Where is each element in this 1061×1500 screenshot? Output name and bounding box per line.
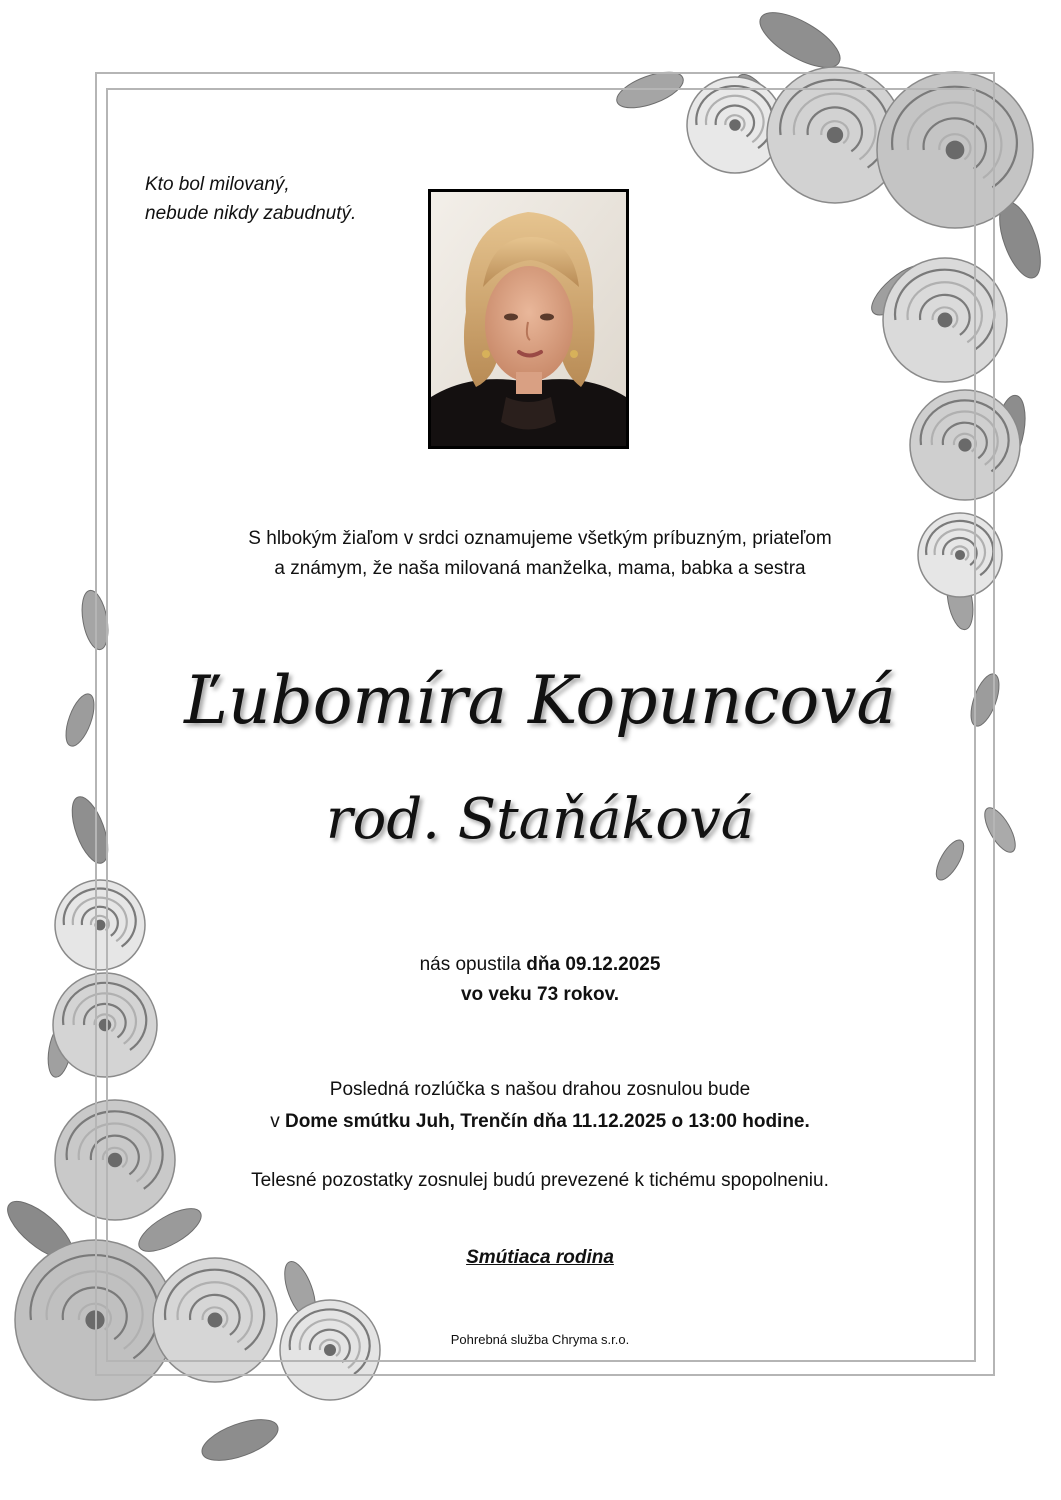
leaf-icon [60, 690, 99, 749]
portrait-image [431, 192, 626, 446]
maiden-name: rod. Staňáková [325, 787, 755, 852]
intro-line-2: a známym, že naša milovaná manželka, mama, babka a sestra [274, 558, 806, 579]
funeral-info [140, 1074, 940, 1138]
remains-note: Telesné pozostatky zosnulej budú prevezené k tichému spopolneniu. [251, 1170, 829, 1191]
memorial-quote [145, 170, 445, 228]
funeral-line-1: Posledná rozlúčka s našou drahou zosnulou bude [329, 1079, 751, 1100]
quote-line-1: Kto bol milovaný, [145, 174, 290, 195]
quote-line-2: nebude nikdy zabudnutý. [145, 203, 357, 224]
death-date: dňa 09.12.2025 [526, 954, 661, 975]
portrait-photo [428, 189, 629, 449]
intro-line-1: S hlbokým žiaľom v srdci oznamujeme všetkým príbuzným, priateľom [248, 528, 832, 549]
funeral-service-provider: Pohrebná služba Chryma s.r.o. [450, 1332, 630, 1347]
deceased-name: Ľubomíra Kopuncová [184, 662, 896, 739]
death-date-line [140, 950, 940, 980]
funeral-line-2 [140, 1106, 940, 1138]
announcement-intro [140, 524, 940, 584]
mourning-family: Smútiaca rodina [466, 1247, 614, 1268]
death-info [140, 950, 940, 1010]
leaf-icon [197, 1411, 283, 1468]
death-age-text: vo veku 73 rokov. [460, 984, 620, 1005]
death-age [140, 980, 940, 1010]
funeral-prefix: v [270, 1111, 285, 1132]
death-prefix: nás opustila [419, 954, 527, 975]
funeral-location-time: Dome smútku Juh, Trenčín dňa 11.12.2025 o 13:00 hodine. [284, 1111, 810, 1132]
